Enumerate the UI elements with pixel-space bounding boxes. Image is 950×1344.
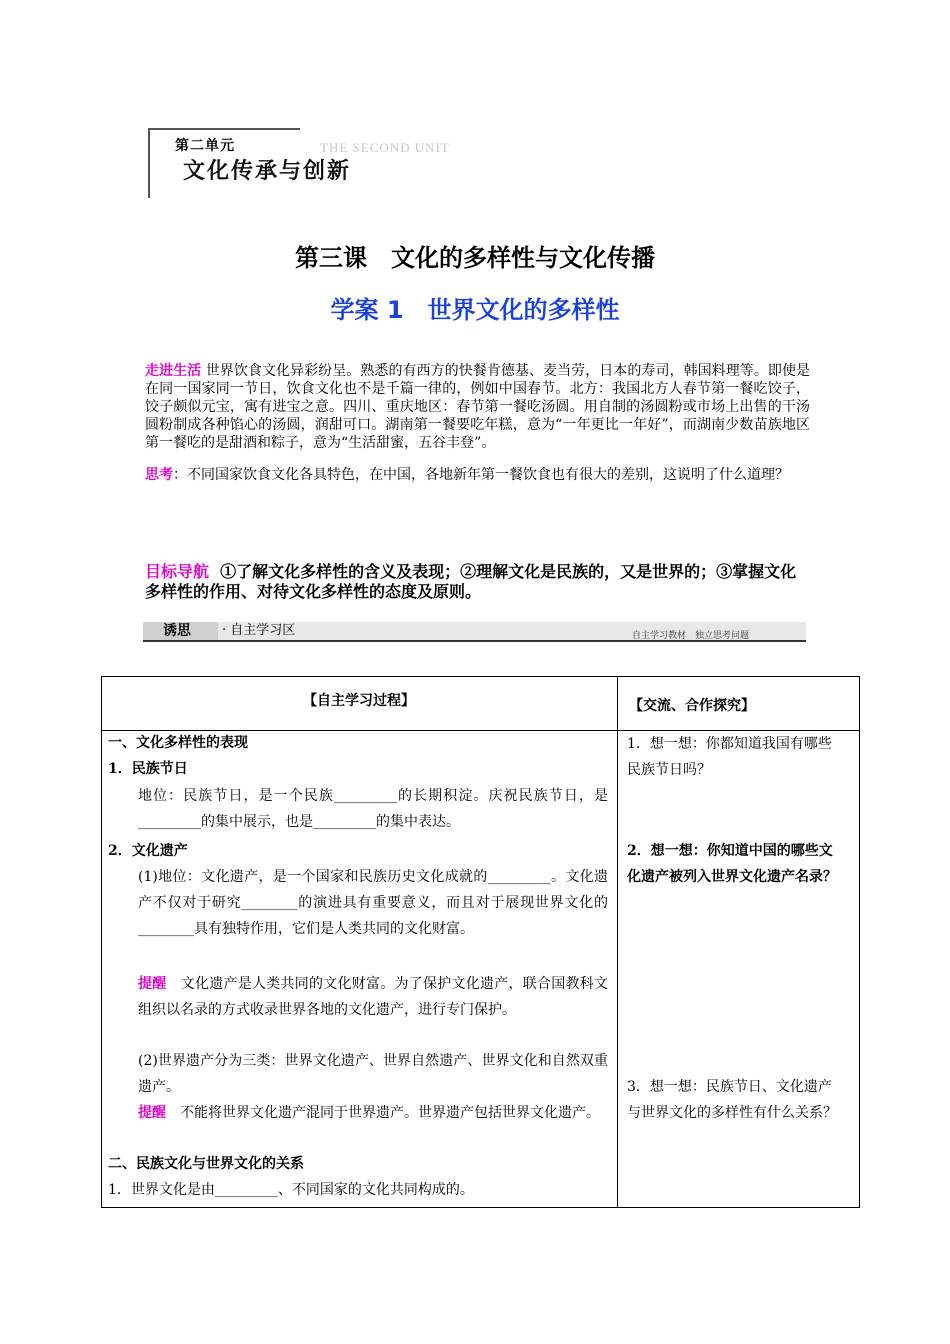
- heritage-types-paragraph: (2)世界遗产分为三类：世界文化遗产、世界自然遗产、世界文化和自然双重遗产。: [138, 1053, 608, 1095]
- think-text: ：不同国家饮食文化各具特色，在中国，各地新年第一餐饮食也有很大的差别，这说明了什么道理？: [173, 467, 789, 483]
- question-3: 3．想一想：民族节日、文化遗产与世界文化的多样性有什么关系？: [627, 1079, 837, 1121]
- section-bar-label: 诱思: [163, 623, 191, 639]
- tip-2: [138, 1100, 608, 1126]
- intro-paragraph: [145, 362, 810, 452]
- section-1-2-heading: 2．文化遗产: [108, 843, 188, 859]
- section-2-heading: 二、民族文化与世界文化的关系: [108, 1156, 304, 1172]
- goal-text: ①了解文化多样性的含义及表现；②理解文化是民族的，又是世界的；③掌握文化多样性的作用、对待文化多样性的态度及原则。: [145, 562, 797, 601]
- section-1-heading: 一、文化多样性的表现: [108, 735, 248, 751]
- question-1: 1．想一想：你都知道我国有哪些民族节日吗？: [627, 736, 832, 778]
- heritage-paragraph: (1)地位：文化遗产，是一个国家和民族历史文化成就的_________。文化遗产不仅对于研究________的演进具有重要意义，而且对于展现世界文化的________具有独特作用，它们是人类共同的文化财富。: [138, 869, 608, 937]
- table-header-left: 【自主学习过程】: [303, 693, 415, 709]
- section-bar-label2: · 自主学习区: [222, 623, 296, 638]
- section-1-1-heading: 1．民族节日: [108, 761, 188, 777]
- tip-2-text: 不能将世界文化遗产混同于世界遗产。世界遗产包括世界文化遗产。: [166, 1105, 600, 1121]
- tip-1-text: 文化遗产是人类共同的文化财富。为了保护文化遗产，联合国教科文组织以名录的方式收录世界各地的文化遗产，进行专门保护。: [138, 976, 608, 1018]
- lesson-title: 第三课 文化的多样性与文化传播: [295, 244, 655, 272]
- unit-english: THE SECOND UNIT: [320, 140, 450, 155]
- table-header-right: 【交流、合作探究】: [629, 698, 755, 714]
- tip-1-label: 提醒: [138, 976, 167, 992]
- question-2: 2．想一想：你知道中国的哪些文化遗产被列入世界文化遗产名录？: [627, 843, 837, 885]
- goal-paragraph: [145, 562, 810, 602]
- festival-paragraph: 地位：民族节日，是一个民族_________的长期积淀。庆祝民族节日，是_________的集中展示，也是_________的集中表达。: [138, 788, 608, 830]
- case-title: 学案 1 世界文化的多样性: [330, 296, 620, 324]
- think-label: 思考: [145, 467, 173, 483]
- unit-title: 文化传承与创新: [183, 159, 352, 184]
- section-2-1-line: 1．世界文化是由_________、不同国家的文化共同构成的。: [108, 1182, 474, 1198]
- table-column-divider: [617, 676, 618, 1208]
- tip-1: [138, 971, 608, 1023]
- section-bar-right: 自主学习教材 独立思考问题: [632, 631, 750, 641]
- intro-text: 世界饮食文化异彩纷呈。熟悉的有西方的快餐肯德基、麦当劳，日本的寿司，韩国料理等。即使是在同一国家同一节日，饮食文化也不是千篇一律的，例如中国春节。北方：我国北方人春节第一餐吃饺子，饺子颇似元宝，寓有进宝之意。四川、重庆地区：春节第一餐吃汤圆。用自制的汤圆粉或市场上出售的干汤圆粉制成各种馅心的汤圆，润甜可口。湖南第一餐要吃年糕，意为“一年更比一年好”，而湖南少数苗族地区第一餐吃的是甜酒和粽子，意为“生活甜蜜，五谷丰登”。: [145, 363, 811, 451]
- tip-2-label: 提醒: [138, 1105, 166, 1121]
- intro-label: 走进生活: [145, 363, 202, 379]
- think-paragraph: [145, 466, 810, 484]
- goal-label: 目标导航: [145, 562, 210, 581]
- unit-label: 第二单元: [175, 138, 235, 154]
